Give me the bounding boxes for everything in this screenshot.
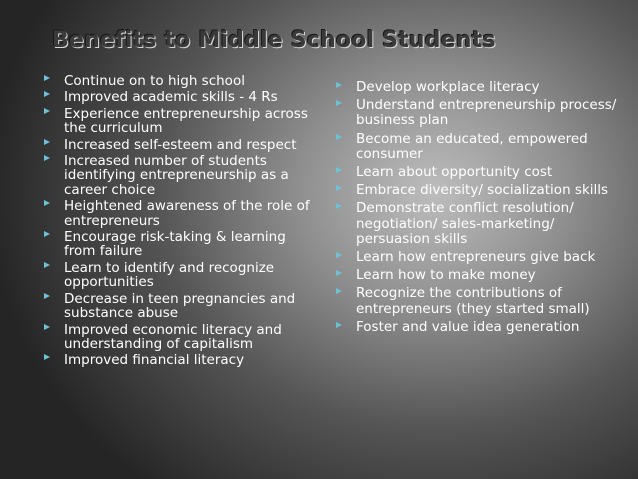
bullet-item [336, 98, 626, 128]
bullet-text: Continue on to high school [64, 73, 245, 89]
triangle-bullet-icon [336, 288, 342, 294]
left-bullet-list [44, 74, 319, 370]
bullet-text: Foster and value idea generation [356, 318, 580, 335]
bullet-text: Improved financial literacy [64, 352, 245, 369]
bullet-item [44, 90, 319, 104]
triangle-bullet-icon [44, 75, 50, 81]
bullet-item [336, 286, 626, 316]
bullet-item [44, 138, 319, 152]
bullet-text: Increased self-esteem and respect [64, 136, 297, 153]
bullet-item [44, 353, 319, 367]
bullet-item [336, 201, 626, 247]
bullet-item [336, 80, 626, 95]
bullet-item [44, 154, 319, 197]
bullet-item [336, 268, 626, 283]
bullet-text: Improved academic skills - 4 Rs [64, 89, 278, 106]
bullet-text: Embrace diversity/ socialization skills [356, 182, 609, 199]
triangle-bullet-icon [336, 185, 342, 191]
bullet-text: Increased number of students identifying entrepreneurship as a career choice [64, 153, 289, 198]
bullet-item [44, 107, 319, 136]
triangle-bullet-icon [44, 231, 50, 237]
triangle-bullet-icon [336, 252, 342, 258]
triangle-bullet-icon [44, 108, 50, 114]
triangle-bullet-icon [44, 354, 50, 360]
triangle-bullet-icon [44, 324, 50, 330]
triangle-bullet-icon [44, 293, 50, 299]
slide-title: Benefits to Middle School Students [52, 28, 496, 53]
bullet-text: Learn how to make money [356, 267, 536, 284]
bullet-item [336, 132, 626, 162]
bullet-text: Experience entrepreneurship across the curriculum [64, 105, 308, 137]
bullet-item [44, 323, 319, 352]
triangle-bullet-icon [44, 200, 50, 206]
triangle-bullet-icon [336, 270, 342, 276]
triangle-bullet-icon [44, 91, 50, 97]
bullet-text: Develop workplace literacy [356, 79, 540, 95]
bullet-item [336, 183, 626, 198]
bullet-item [44, 230, 319, 259]
bullet-text: Demonstrate conflict resolution/ negotiation/ sales-marketing/ persuasion skills [356, 200, 574, 247]
triangle-bullet-icon [44, 262, 50, 268]
bullet-text: Encourage risk-taking & learning from failure [64, 229, 286, 260]
bullet-item [336, 320, 626, 335]
bullet-text: Learn how entrepreneurs give back [356, 249, 596, 266]
triangle-bullet-icon [44, 155, 50, 161]
bullet-text: Decrease in teen pregnancies and substance abuse [64, 290, 296, 322]
bullet-item [44, 261, 319, 290]
triangle-bullet-icon [336, 167, 342, 173]
bullet-text: Recognize the contributions of entrepreneurs (they started small) [356, 285, 590, 317]
triangle-bullet-icon [44, 139, 50, 145]
triangle-bullet-icon [336, 203, 342, 209]
bullet-text: Heightened awareness of the role of entrepreneurs [64, 198, 310, 229]
right-bullet-list [336, 80, 626, 338]
triangle-bullet-icon [336, 322, 342, 328]
bullet-text: Become an educated, empowered consumer [356, 130, 588, 162]
triangle-bullet-icon [336, 100, 342, 106]
bullet-text: Learn about opportunity cost [356, 164, 553, 181]
bullet-item [44, 199, 319, 228]
bullet-item [44, 292, 319, 321]
bullet-item [336, 250, 626, 265]
bullet-item [44, 74, 319, 88]
bullet-text: Improved economic literacy and understanding of capitalism [64, 321, 282, 352]
bullet-text: Understand entrepreneurship process/ business plan [356, 97, 617, 129]
triangle-bullet-icon [336, 134, 342, 140]
triangle-bullet-icon [336, 82, 342, 88]
bullet-text: Learn to identify and recognize opportunities [64, 259, 275, 291]
bullet-item [336, 165, 626, 180]
